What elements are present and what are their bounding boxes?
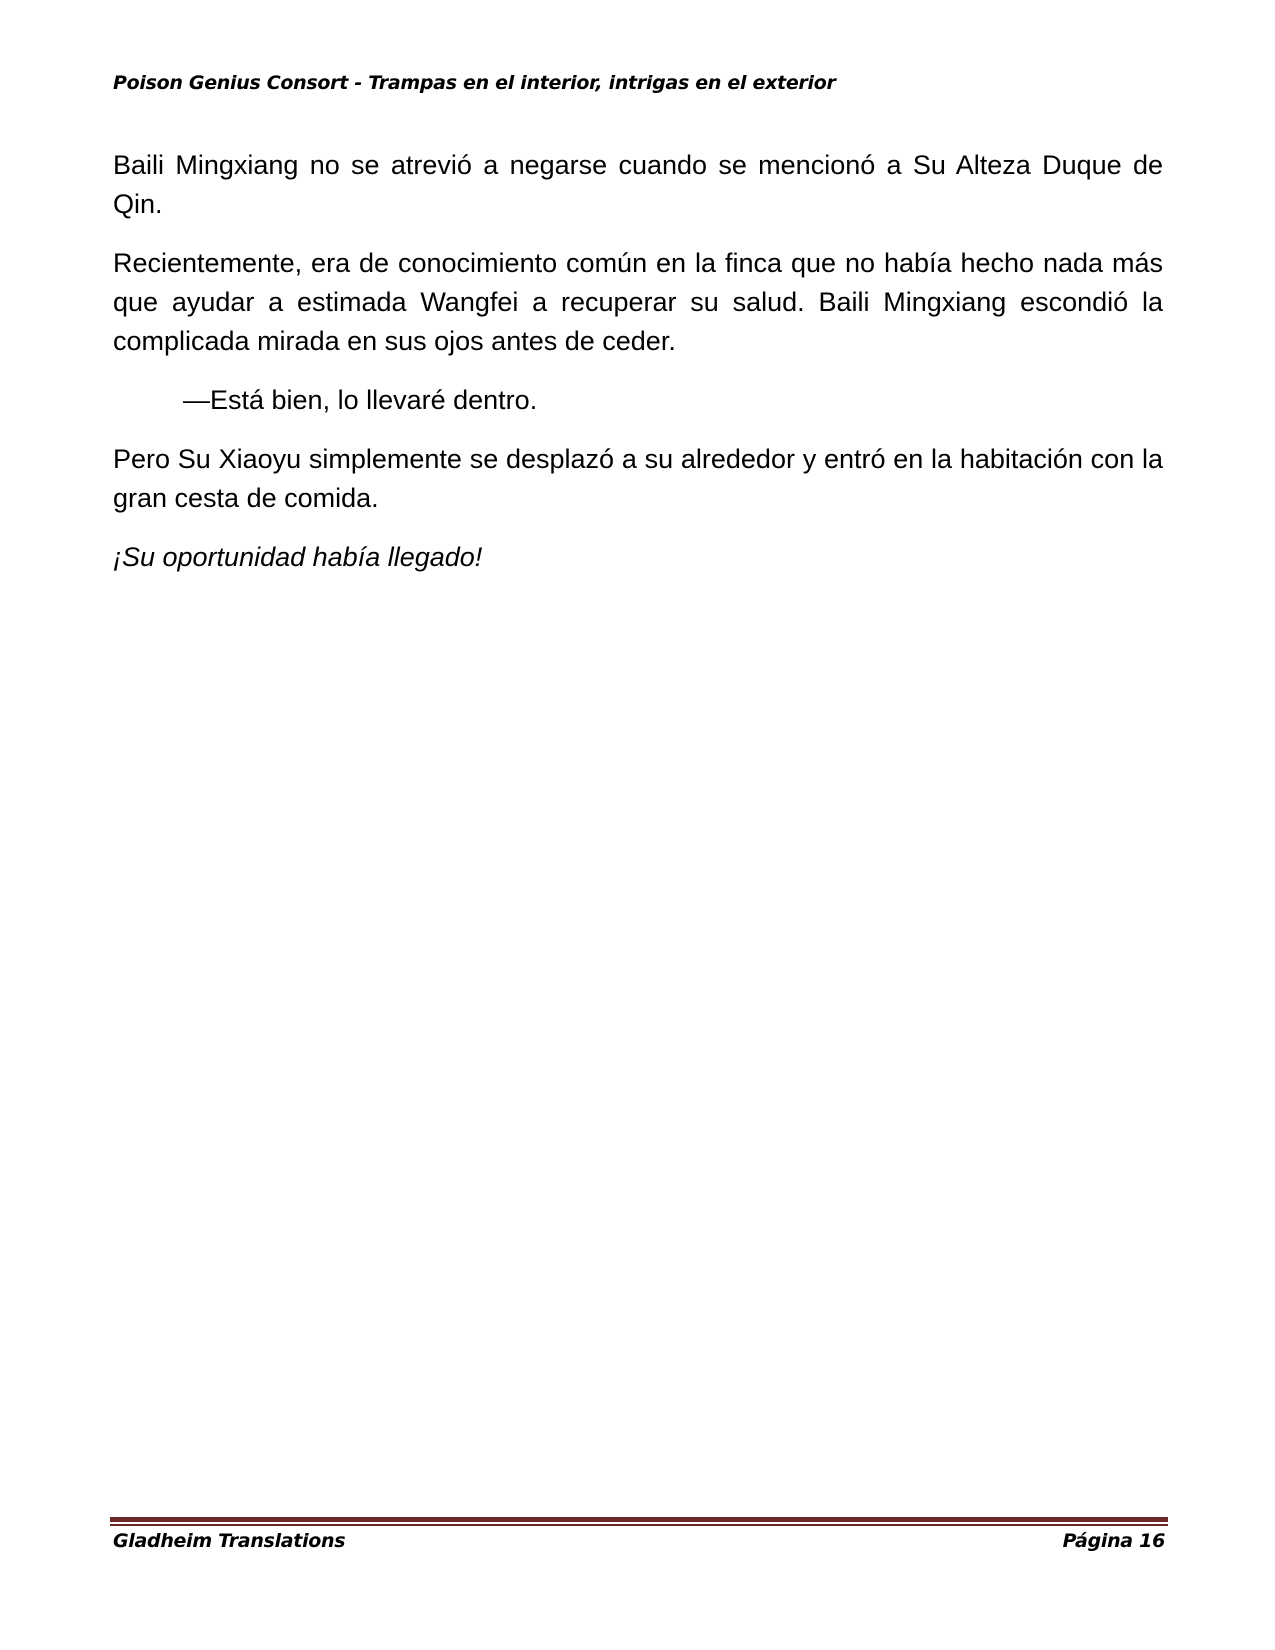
italic-paragraph: ¡Su oportunidad había llegado! [113,542,483,572]
footer-page-number: Página 16 [1062,1530,1165,1552]
paragraph: Recientemente, era de conocimiento común en la finca que no había hecho nada más que ayudar a estimada Wangfei a recuperar su salud. Baili Mingxiang escondió la complicada mirada en sus ojos antes de ceder. [113,248,1163,356]
footer-divider-thin [110,1524,1168,1526]
footer-divider-thick [110,1517,1168,1522]
footer-publisher: Gladheim Translations [113,1530,346,1552]
paragraph: Pero Su Xiaoyu simplemente se desplazó a su alrededor y entró en la habitación con la gran cesta de comida. [113,444,1163,513]
page-header-title: Poison Genius Consort - Trampas en el interior, intrigas en el exterior [113,72,836,94]
dialogue-paragraph: —Está bien, lo llevaré dentro. [183,385,538,415]
page-body [113,146,1163,597]
paragraph: Baili Mingxiang no se atrevió a negarse cuando se mencionó a Su Alteza Duque de Qin. [113,150,1163,219]
